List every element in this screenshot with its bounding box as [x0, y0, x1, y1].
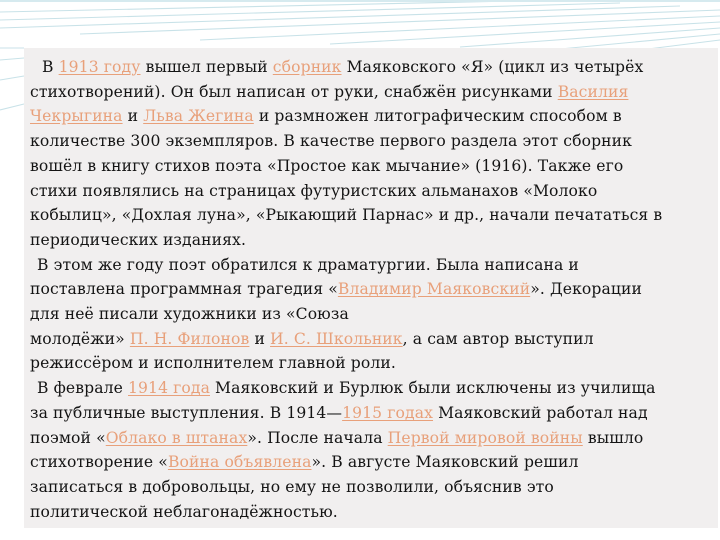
text-run: Маяковский работал над	[433, 403, 648, 422]
text-line	[30, 475, 714, 500]
text-line	[30, 351, 714, 376]
text-run: вышел первый	[140, 58, 273, 76]
text-run: поэмой «	[30, 428, 106, 447]
text-run: и	[122, 107, 144, 126]
text-line	[30, 104, 714, 129]
text-run: и	[249, 329, 271, 348]
text-run: количестве 300 экземпляров. В качестве первого раздела этот сборник	[30, 132, 632, 151]
text-line	[30, 277, 714, 302]
text-link[interactable]: Льва Жегина	[143, 107, 254, 126]
text-link[interactable]: Василия	[557, 82, 629, 101]
paragraph-1	[30, 55, 714, 253]
article-text	[30, 55, 714, 524]
text-line	[30, 154, 714, 179]
text-line	[30, 376, 714, 401]
text-link[interactable]: Первой мировой войны	[387, 428, 583, 447]
text-run: стихотворение «	[30, 453, 168, 472]
text-run: поставлена программная трагедия «	[30, 280, 338, 299]
paragraph-2	[30, 253, 714, 377]
paragraph-3	[30, 376, 714, 524]
text-run: ». После начала	[247, 428, 388, 447]
text-run: периодических изданиях.	[30, 230, 247, 249]
text-run: вошёл в книгу стихов поэта «Простое как мычание» (1916). Также его	[30, 156, 624, 175]
text-link[interactable]: сборник	[272, 58, 342, 76]
text-line	[30, 500, 714, 525]
text-link[interactable]: И. С. Школьник	[270, 329, 403, 348]
text-run: политической неблагонадёжностью.	[30, 502, 338, 521]
text-run: для неё писали художники из «Союза	[30, 305, 349, 324]
text-line	[30, 80, 714, 105]
text-line	[30, 253, 714, 278]
text-line	[30, 129, 714, 154]
text-link[interactable]: 1915 годах	[342, 403, 434, 422]
text-run: В	[42, 58, 59, 76]
text-run: стихи появлялись на страницах футуристских альманахов «Молоко	[30, 181, 598, 200]
text-link[interactable]: Владимир Маяковский	[337, 280, 531, 299]
text-line	[30, 203, 714, 228]
text-run: вышло	[582, 428, 644, 447]
text-run: ». В августе Маяковский решил	[311, 453, 579, 472]
text-line	[30, 426, 714, 451]
text-run: записаться в добровольцы, но ему не позволили, объяснив это	[30, 477, 554, 496]
text-line	[30, 228, 714, 253]
text-run: молодёжи»	[30, 329, 130, 348]
text-run: ». Декорации	[530, 280, 642, 299]
text-link[interactable]: Чекрыгина	[30, 107, 123, 126]
text-run: стихотворений). Он был написан от руки, снабжён рисунками	[30, 82, 558, 101]
text-link[interactable]: П. Н. Филонов	[129, 329, 250, 348]
text-line	[30, 302, 714, 327]
text-run: Маяковского «Я» (цикл из четырёх	[341, 58, 644, 76]
text-line	[30, 450, 714, 475]
text-run: режиссёром и исполнителем главной роли.	[30, 354, 396, 373]
text-line	[30, 55, 714, 80]
text-link[interactable]: Облако в штанах	[105, 428, 248, 447]
text-run: и размножен литографическим способом в	[253, 107, 622, 126]
text-link[interactable]: Война объявлена	[167, 453, 312, 472]
text-run: , а сам автор выступил	[402, 329, 594, 348]
text-run: кобылиц», «Дохлая луна», «Рыкающий Парнас» и др., начали печататься в	[30, 206, 663, 225]
text-link[interactable]: 1914 года	[128, 379, 210, 398]
text-run: В феврале	[37, 379, 128, 398]
text-link[interactable]: 1913 году	[58, 58, 141, 76]
text-line	[30, 179, 714, 204]
text-run: за публичные выступления. В 1914—	[30, 403, 343, 422]
text-run: В этом же году поэт обратился к драматургии. Была написана и	[37, 255, 579, 274]
text-line	[30, 401, 714, 426]
text-run: Маяковский и Бурлюк были исключены из училища	[210, 379, 656, 398]
text-line	[30, 327, 714, 352]
